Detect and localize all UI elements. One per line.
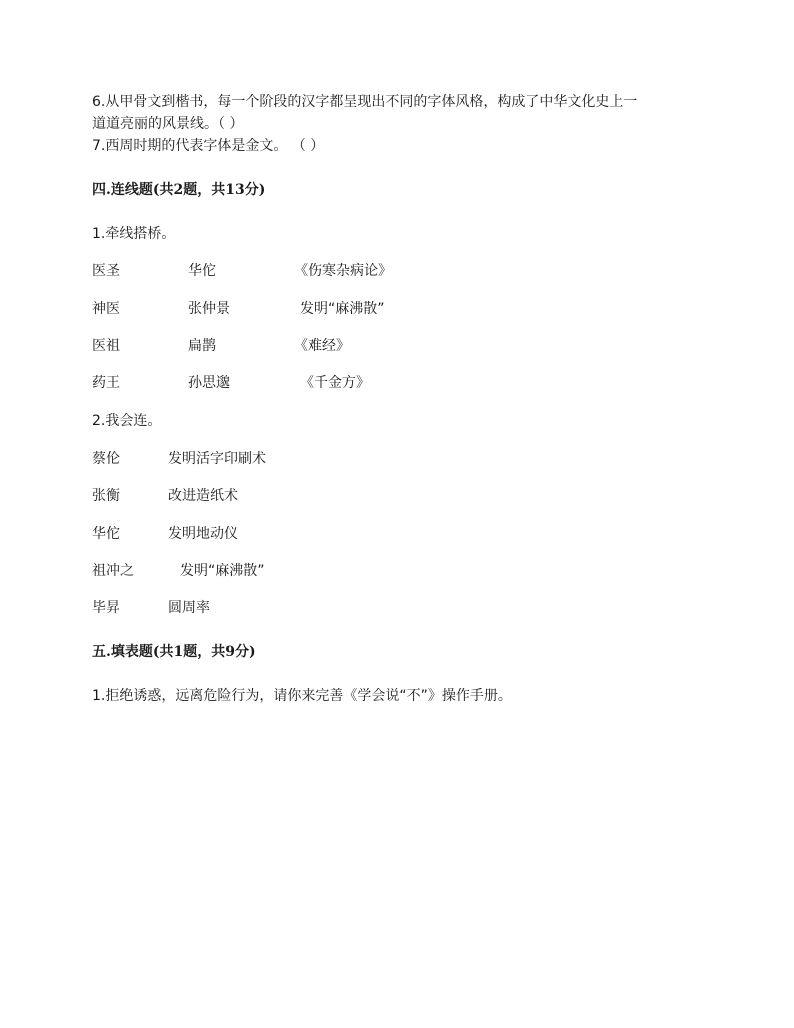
work-text: 《千金方》 xyxy=(300,375,370,391)
question-6-line-2: 道道亮丽的风景线。（ ） xyxy=(92,116,244,132)
section-4-question-1-prompt: 1.牵线搭桥。 xyxy=(92,226,176,242)
achievement-text: 发明“麻沸散” xyxy=(180,563,265,579)
title-text: 医祖 xyxy=(92,338,120,354)
title-text: 医圣 xyxy=(92,263,120,279)
achievement-text: 发明活字印刷术 xyxy=(168,451,266,467)
person-text: 华佗 xyxy=(92,526,120,542)
achievement-text: 圆周率 xyxy=(168,600,210,616)
person-text: 祖冲之 xyxy=(92,563,134,579)
achievement-text: 改进造纸术 xyxy=(168,488,238,504)
work-text: 发明“麻沸散” xyxy=(300,301,385,317)
section-4-question-2-prompt: 2.我会连。 xyxy=(92,413,162,429)
person-text: 扁鹊 xyxy=(188,338,216,354)
question-6-line-1: 6.从甲骨文到楷书，每一个阶段的汉字都呈现出不同的字体风格，构成了中华文化史上一 xyxy=(92,94,638,110)
person-text: 张衡 xyxy=(92,488,120,504)
work-text: 《伤寒杂病论》 xyxy=(294,263,392,279)
person-text: 张仲景 xyxy=(188,301,230,317)
person-text: 毕昇 xyxy=(92,600,120,616)
work-text: 《难经》 xyxy=(294,338,350,354)
achievement-text: 发明地动仪 xyxy=(168,526,238,542)
question-7: 7.西周时期的代表字体是金文。 （ ） xyxy=(92,138,325,154)
section-4-heading: 四.连线题(共2题，共13分) xyxy=(92,182,266,198)
section-5-heading: 五.填表题(共1题，共9分) xyxy=(92,644,256,660)
person-text: 蔡伦 xyxy=(92,451,120,467)
section-5-question-1: 1.拒绝诱惑，远离危险行为，请你来完善《学会说“不”》操作手册。 xyxy=(92,688,512,704)
person-text: 孙思邈 xyxy=(188,375,230,391)
person-text: 华佗 xyxy=(188,263,216,279)
title-text: 药王 xyxy=(92,375,120,391)
title-text: 神医 xyxy=(92,301,120,317)
